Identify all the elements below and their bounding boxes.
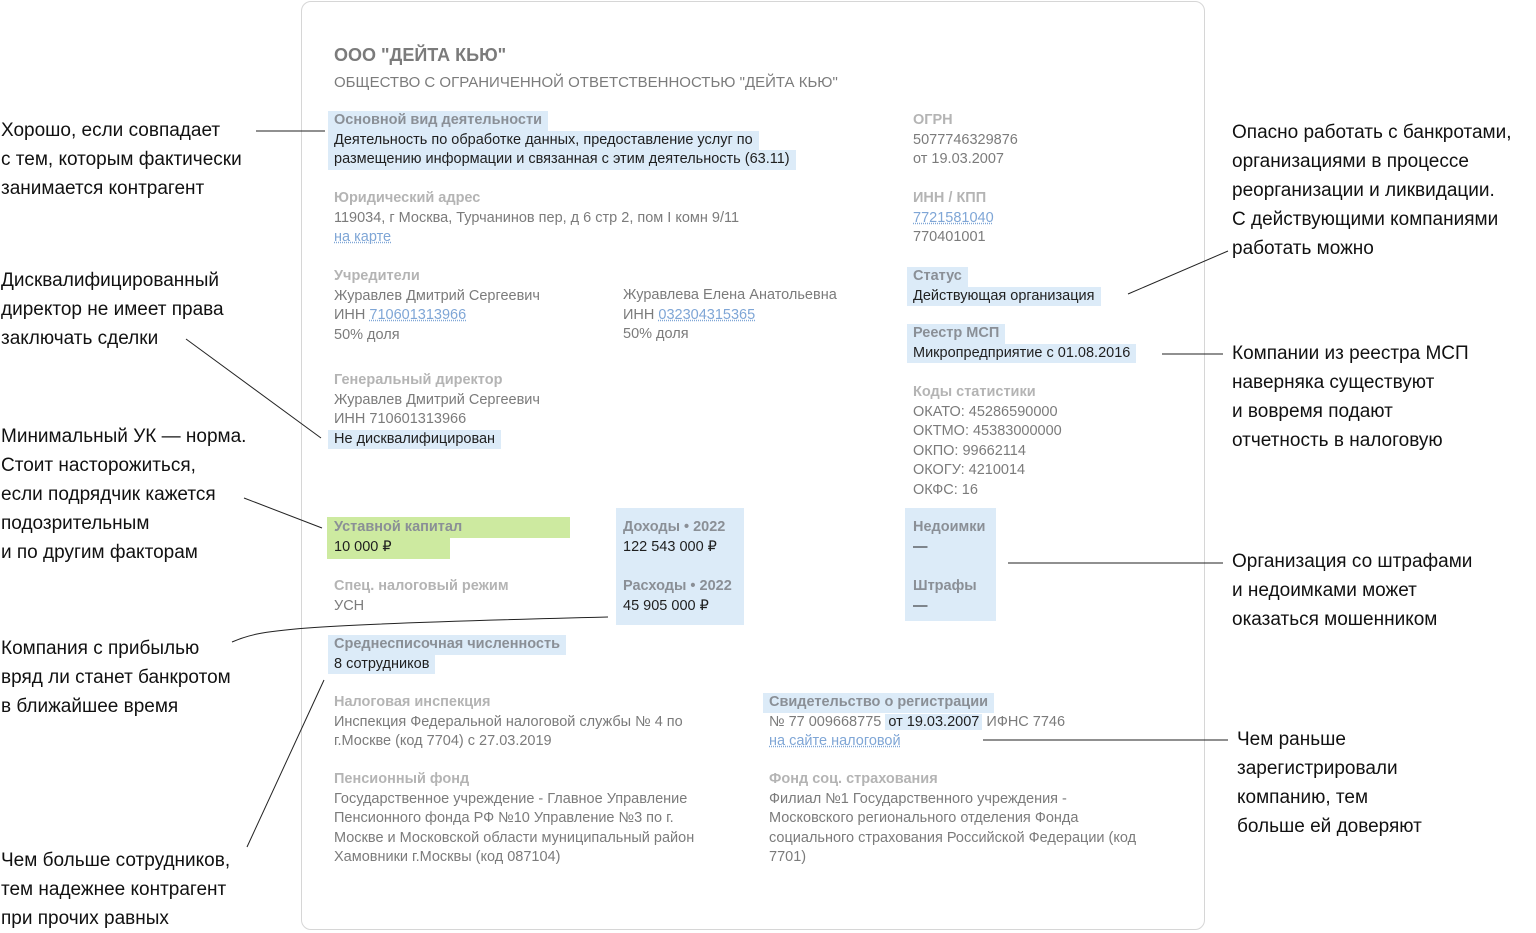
msp-value: Микропредприятие с 01.08.2016 [907,344,1136,364]
director-block [334,371,540,449]
founder-1-name: Журавлев Дмитрий Сергеевич [334,287,540,304]
expenses-value: 45 905 000 ₽ [623,597,709,614]
headcount-block [334,635,566,674]
social-line-2: Московского регионального отделения Фонда [769,810,1079,826]
pension-block [334,770,694,868]
arrears-value: — [913,538,928,555]
tax-regime-label: Спец. налоговый режим [334,578,509,594]
social-block [769,770,1136,868]
kpp-value: 770401001 [913,229,986,245]
registration-line [769,713,1065,733]
inn-kpp-label: ИНН / КПП [913,190,987,206]
status-block [913,267,1101,306]
annotation-activity: Хорошо, если совпадает с тем, которым фактически занимается контрагент [1,120,242,199]
tax-office-line-1: Инспекция Федеральной налоговой службы № 4 по [334,713,683,730]
registration-ifns: ИФНС 7746 [986,713,1066,730]
ogrn-label: ОГРН [913,112,953,128]
status-label: Статус [913,268,962,284]
inn-kpp-block [913,189,994,248]
capital-block [334,518,462,557]
registration-block [769,693,1065,752]
expenses-block [623,577,732,616]
annotation-capital: Минимальный УК — норма. Стоит насторожиться, если подрядчик кажется подозрительным и по другим факторам [1,426,247,563]
income-label: Доходы • 2022 [623,519,726,535]
okpo: ОКПО: 99662114 [913,442,1026,459]
tax-office-label: Налоговая инспекция [334,694,491,710]
activity-label: Основной вид деятельности [334,112,543,128]
founder-1-inn-link[interactable]: 710601313966 [369,307,467,323]
map-link[interactable]: на карте [334,229,392,245]
address-label: Юридический адрес [334,190,481,206]
founders-block [334,267,540,345]
tax-office-line-2: г.Москве (код 7704) с 27.03.2019 [334,733,552,749]
activity-line-2: размещению информации и связанная с этим деятельность (63.11) [328,150,796,170]
activity-block [334,111,796,170]
income-value: 122 543 000 ₽ [623,538,717,555]
director-label: Генеральный директор [334,372,503,388]
founder-2-block [623,286,837,345]
founder-1-inn: ИНН 710601313966 [334,307,467,323]
registration-number: № 77 009668775 [769,713,882,730]
company-full-name: ОБЩЕСТВО С ОГРАНИЧЕННОЙ ОТВЕТСТВЕННОСТЬЮ "ДЕЙТА КЬЮ" [334,74,838,91]
capital-label: Уставной капитал [334,519,463,535]
annotation-headcount: Чем больше сотрудников, тем надежнее контрагент при прочих равных [1,850,231,929]
inn-link[interactable]: 7721581040 [913,209,994,226]
registration-date: от 19.03.2007 [885,714,982,730]
annotation-msp: Компании из реестра МСП наверняка существуют и вовремя подают отчетность в налоговую [1232,343,1469,451]
activity-line-1: Деятельность по обработке данных, предоставление услуг по [328,131,759,151]
director-name: Журавлев Дмитрий Сергеевич [334,391,540,408]
founder-2-inn-link[interactable]: 032304315365 [658,306,756,323]
annotation-registration: Чем раньше зарегистрировали компанию, тем больше ей доверяют [1237,729,1422,837]
founders-label: Учредители [334,268,420,284]
director-disq: Не дисквалифицирован [328,430,501,450]
tax-site-link[interactable]: на сайте налоговой [769,733,901,749]
founder-1-share: 50% доля [334,326,400,343]
pension-line-1: Государственное учреждение - Главное Управление [334,790,688,807]
stat-codes-label: Коды статистики [913,384,1036,400]
pension-line-2: Пенсионного фонда РФ №10 Управление №3 по г. [334,810,674,826]
arrears-label: Недоимки [913,519,986,535]
ogrn-value: 5077746329876 [913,131,1018,148]
capital-value: 10 000 ₽ [334,538,392,555]
fines-value: — [913,597,928,614]
pension-line-3: Москве и Московской области муниципальный район [334,829,695,846]
income-block [623,518,725,557]
okfs: ОКФС: 16 [913,481,978,498]
address-block [334,189,739,248]
annotation-status: Опасно работать с банкротами, организациями в процессе реорганизации и ликвидации. С действующими компаниями работать можно [1232,122,1512,259]
social-line-3: социального страхования Российской Федерации (код [769,829,1137,846]
director-inn: ИНН 710601313966 [334,411,467,427]
okato: ОКАТО: 45286590000 [913,403,1058,420]
pension-label: Пенсионный фонд [334,771,470,787]
ogrn-date: от 19.03.2007 [913,151,1004,167]
founder-2-inn: ИНН 032304315365 [623,306,756,323]
headcount-value: 8 сотрудников [328,655,435,675]
msp-label: Реестр МСП [913,325,1000,341]
company-short-name: ООО "ДЕЙТА КЬЮ" [334,45,507,65]
founder-2-share: 50% доля [623,326,689,342]
fines-block [913,577,977,616]
ogrn-block [913,111,1018,170]
msp-block [913,324,1136,363]
registration-label: Свидетельство о регистрации [769,694,989,710]
address-value: 119034, г Москва, Турчанинов пер, д 6 стр 2, пом I комн 9/11 [334,209,740,226]
social-line-4: 7701) [769,849,807,865]
social-line-1: Филиал №1 Государственного учреждения - [769,790,1067,807]
oktmo: ОКТМО: 45383000000 [913,423,1062,439]
annotation-director: Дисквалифицированный директор не имеет права заключать сделки [1,270,224,349]
tax-office-block [334,693,683,752]
tax-regime-value: УСН [334,597,365,614]
founder-2-name: Журавлева Елена Анатольевна [623,287,837,303]
annotation-fines: Организация со штрафами и недоимками может оказаться мошенником [1232,551,1473,630]
headcount-label: Среднесписочная численность [334,636,560,652]
status-value: Действующая организация [907,287,1101,307]
expenses-label: Расходы • 2022 [623,578,732,594]
arrears-block [913,518,985,557]
pension-line-4: Хамовники г.Москвы (код 087104) [334,849,561,865]
stat-codes-block [913,383,1062,500]
tax-regime-block [334,577,509,616]
social-label: Фонд соц. страхования [769,771,938,787]
fines-label: Штрафы [913,578,977,594]
okogu: ОКОГУ: 4210014 [913,462,1026,478]
annotation-profit: Компания с прибылью вряд ли станет банкротом в ближайшее время [1,638,231,717]
